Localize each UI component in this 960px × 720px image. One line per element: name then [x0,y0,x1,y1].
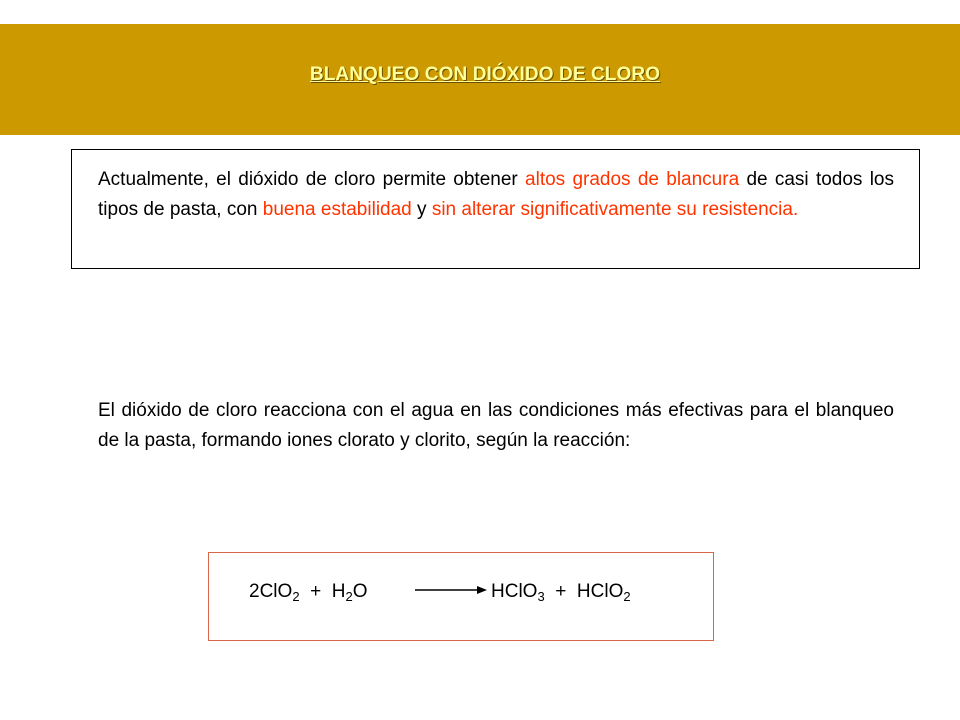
equation-products [491,578,631,606]
product-1: HClO$_3$ [491,581,545,604]
intro-text-1: Actualmente, el dióxido de cloro permite obtener [98,169,526,190]
reaction-paragraph: El dióxido de cloro reacciona con el agua en las condiciones más efectivas para el blanqueo de la pasta, formando iones clorato y clorito, según la reacción: [98,400,894,451]
page-title: BLANQUEO CON DIÓXIDO DE CLORO [309,64,661,85]
intro-text-2: de casi todos los tipos de pasta, con [98,169,895,220]
intro-highlight-2: buena estabilidad [262,199,412,220]
intro-highlight-3: sin alterar significativamente su resistencia. [431,199,799,220]
plus-sign: + [555,581,567,602]
intro-paragraph [98,165,894,225]
reactant-2: $H_2O$ [331,581,368,604]
reactant-1: 2ClO$_2$ [249,581,300,604]
intro-text-3: y [411,199,432,220]
plus-sign: + [310,581,322,602]
intro-highlight-1: altos grados de blancura [525,169,740,190]
equation-reactants [249,578,368,606]
right-arrow-icon [415,580,487,600]
product-2: HClO$_2$ [576,581,631,604]
